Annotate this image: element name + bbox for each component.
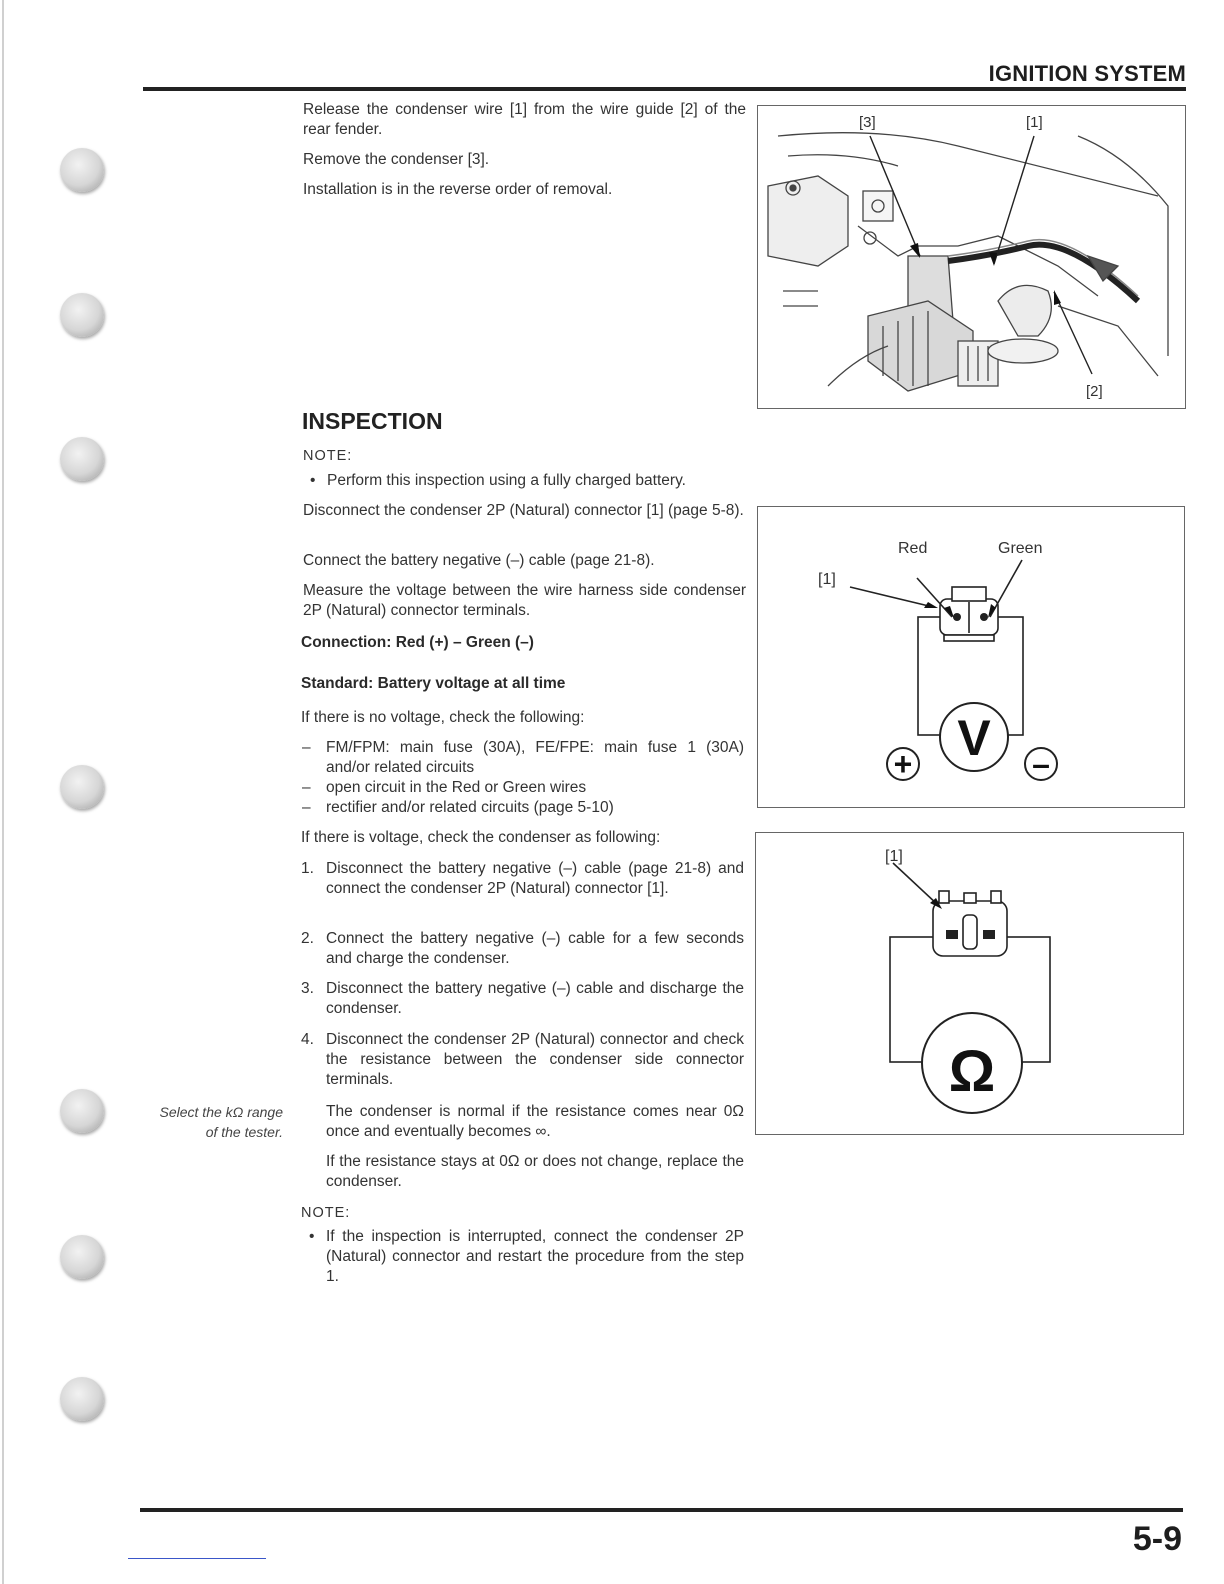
step-number: 4. (301, 1031, 314, 1048)
footer-link-line (128, 1558, 266, 1559)
resistance-check-figure (755, 832, 1184, 1135)
plus-symbol: + (893, 746, 913, 782)
removal-step-1: Release the condenser wire [1] from the wire guide [2] of the rear fender. (303, 101, 746, 138)
green-wire-label: Green (998, 540, 1043, 557)
check-item-1: FM/FPM: main fuse (30A), FE/FPE: main fuse 1 (30A) and/or related circuits (326, 739, 744, 776)
sidenote-line-1: Select the kΩ range (159, 1104, 283, 1120)
section-title: IGNITION SYSTEM (988, 61, 1186, 86)
voltage-check-figure (757, 506, 1185, 808)
header-rule (143, 87, 1186, 91)
voltmeter-symbol: V (957, 710, 991, 766)
inspection-para-5: If there is voltage, check the condenser as following: (301, 829, 661, 846)
step-3-text: Disconnect the battery negative (–) cable and discharge the condenser. (326, 980, 744, 1017)
connection-spec: Connection: Red (+) – Green (–) (301, 634, 534, 651)
resistance-diagram (756, 833, 1183, 1134)
inspection-para-4: If there is no voltage, check the following: (301, 709, 585, 726)
note-label: NOTE: (303, 448, 353, 464)
dash-marker: – (302, 779, 311, 796)
step-number: 1. (301, 860, 314, 877)
inspection-para-7: If the resistance stays at 0Ω or does not change, replace the condenser. (326, 1153, 744, 1190)
red-wire-label: Red (898, 540, 928, 557)
bullet-marker: • (309, 1228, 315, 1245)
binder-hole (60, 765, 104, 809)
binder-hole (60, 1089, 104, 1133)
minus-symbol: – (1032, 746, 1050, 782)
callout-1: [1] (818, 571, 836, 588)
inspection-para-1: Disconnect the condenser 2P (Natural) connector [1] (page 5-8). (303, 502, 744, 519)
callout-1: [1] (885, 848, 903, 865)
page-number: 5-9 (1132, 1520, 1182, 1558)
voltage-diagram (758, 507, 1184, 807)
binder-hole (60, 1235, 104, 1279)
footer-rule (140, 1508, 1183, 1512)
step-1-text: Disconnect the battery negative (–) cable (page 21-8) and connect the condenser 2P (Natural) connector [1]. (326, 860, 744, 897)
note-2-bullet: If the inspection is interrupted, connect the condenser 2P (Natural) connector and restart the procedure from the step 1. (326, 1228, 744, 1285)
bullet-marker: • (310, 472, 316, 489)
step-4-text: Disconnect the condenser 2P (Natural) connector and check the resistance between the condenser side connector terminals. (326, 1031, 744, 1088)
inspection-para-2: Connect the battery negative (–) cable (page 21-8). (303, 552, 655, 569)
binder-hole (60, 148, 104, 192)
standard-spec: Standard: Battery voltage at all time (301, 675, 566, 692)
step-number: 2. (301, 930, 314, 947)
note-bullet: Perform this inspection using a fully charged battery. (327, 472, 686, 489)
inspection-para-3: Measure the voltage between the wire harness side condenser 2P (Natural) connector terminals. (303, 582, 746, 619)
ohmmeter-symbol: Ω (948, 1039, 996, 1104)
dash-marker: – (302, 739, 311, 756)
condenser-photo-illustration (758, 106, 1185, 408)
check-item-3: rectifier and/or related circuits (page 5-10) (326, 799, 614, 816)
binder-hole (60, 437, 104, 481)
condenser-location-figure (757, 105, 1186, 409)
page-left-edge (2, 0, 4, 1584)
inspection-heading: INSPECTION (302, 408, 443, 434)
dash-marker: – (302, 799, 311, 816)
binder-hole (60, 293, 104, 337)
removal-step-2: Remove the condenser [3]. (303, 151, 490, 168)
step-2-text: Connect the battery negative (–) cable for a few seconds and charge the condenser. (326, 930, 744, 967)
check-item-2: open circuit in the Red or Green wires (326, 779, 587, 796)
binder-hole (60, 1377, 104, 1421)
sidenote-line-2: of the tester. (205, 1124, 283, 1140)
removal-step-3: Installation is in the reverse order of removal. (303, 181, 613, 198)
note-2-label: NOTE: (301, 1205, 351, 1221)
step-number: 3. (301, 980, 314, 997)
callout-2: [2] (1086, 383, 1103, 400)
callout-1: [1] (1026, 114, 1043, 131)
callout-3: [3] (859, 114, 876, 131)
inspection-para-6: The condenser is normal if the resistance comes near 0Ω once and eventually becomes ∞. (326, 1103, 744, 1140)
